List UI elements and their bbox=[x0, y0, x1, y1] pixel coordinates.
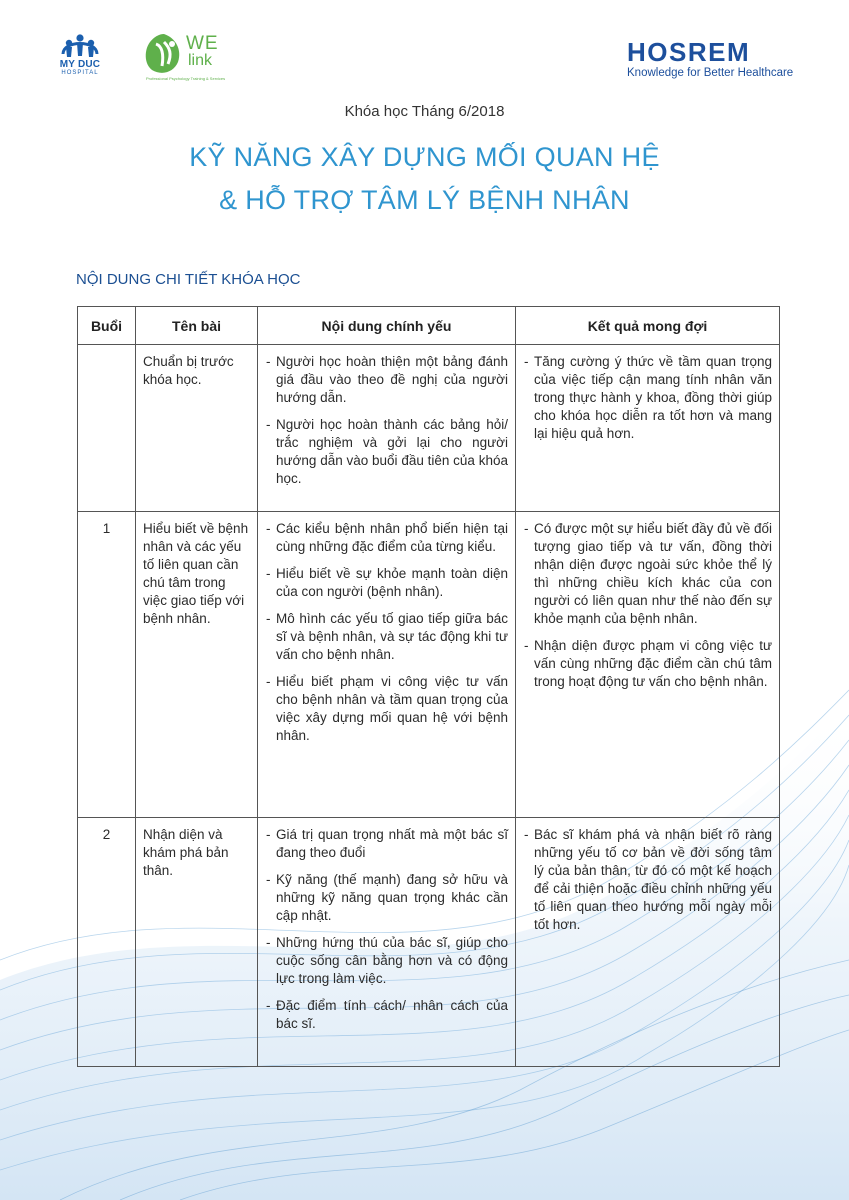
content-item: - Hiểu biết về sự khỏe mạnh toàn diện của con người (bệnh nhân). bbox=[265, 565, 508, 601]
section-title: NỘI DUNG CHI TIẾT KHÓA HỌC bbox=[76, 271, 301, 288]
course-title-line-2: & HỖ TRỢ TÂM LÝ BỆNH NHÂN bbox=[219, 185, 630, 215]
table-row bbox=[78, 345, 780, 512]
outcome-cell bbox=[516, 345, 780, 512]
content-item: - Người học hoàn thiện một bảng đánh giá đầu vào theo đề nghị của người hướng dẫn. bbox=[265, 353, 508, 407]
my-duc-hospital-logo bbox=[52, 30, 108, 77]
outcome-item: - Bác sĩ khám phá và nhận biết rõ ràng những yếu tố cơ bản về đời sống tâm lý của bản thân, từ đó có một kế hoạch để cải thiện hoặc điều chỉnh những yếu tố liên quan theo hướng mỗi ngày mỗi tốt hơn. bbox=[523, 826, 772, 934]
outcome-cell bbox=[516, 818, 780, 1067]
outcome-item: - Tăng cường ý thức về tầm quan trọng của việc tiếp cận mang tính nhân văn trong thực hành y khoa, đồng thời giúp cho khóa học diễn ra tốt hơn và mang lại hiệu quả hơn. bbox=[523, 353, 772, 443]
welink-logo bbox=[142, 32, 232, 82]
content-item: - Kỹ năng (thế mạnh) đang sở hữu và những kỹ năng quan trọng khác cần cập nhật. bbox=[265, 871, 508, 925]
welink-leaf-mark-icon bbox=[142, 32, 186, 76]
lesson-title: Chuẩn bị trước khóa học. bbox=[136, 345, 258, 512]
my-duc-sub: HOSPITAL bbox=[61, 70, 99, 76]
hosrem-wordmark: HOSREM bbox=[627, 37, 751, 67]
content-item: - Giá trị quan trọng nhất mà một bác sĩ đang theo đuổi bbox=[265, 826, 508, 862]
curriculum-table bbox=[77, 306, 780, 1067]
course-date: Khóa học Tháng 6/2018 bbox=[344, 103, 505, 120]
hosrem-logo bbox=[627, 38, 802, 79]
my-duc-name: MY DUC bbox=[59, 59, 101, 70]
outcome-cell bbox=[516, 512, 780, 818]
welink-we: WE bbox=[186, 33, 219, 54]
session-number bbox=[78, 345, 136, 512]
header-expected-outcome: Kết quả mong đợi bbox=[516, 307, 780, 345]
header-lesson-title: Tên bài bbox=[136, 307, 258, 345]
main-content-cell bbox=[258, 818, 516, 1067]
table-header-row bbox=[78, 307, 780, 345]
lesson-title: Nhận diện và khám phá bản thân. bbox=[136, 818, 258, 1067]
table-row bbox=[78, 512, 780, 818]
table-row bbox=[78, 818, 780, 1067]
session-number: 2 bbox=[78, 818, 136, 1067]
course-title-line-1: KỸ NĂNG XÂY DỰNG MỐI QUAN HỆ bbox=[189, 142, 660, 172]
content-item: - Những hứng thú của bác sĩ, giúp cho cuộc sống cân bằng hơn và có động lực trong làm việc. bbox=[265, 934, 508, 988]
people-circle-icon bbox=[57, 30, 103, 60]
welink-link: link bbox=[188, 52, 213, 69]
hosrem-tagline: Knowledge for Better Healthcare bbox=[627, 67, 794, 79]
session-number: 1 bbox=[78, 512, 136, 818]
header-main-content: Nội dung chính yếu bbox=[258, 307, 516, 345]
content-item: - Người học hoàn thành các bảng hỏi/ trắc nghiệm và gởi lại cho người hướng dẫn vào buổi đầu tiên của khóa học. bbox=[265, 416, 508, 488]
content-item: - Các kiểu bệnh nhân phổ biến hiện tại cùng những đặc điểm của từng kiểu. bbox=[265, 520, 508, 556]
lesson-title: Hiểu biết về bệnh nhân và các yếu tố liên quan cần chú tâm trong việc giao tiếp với bệnh nhân. bbox=[136, 512, 258, 818]
main-content-cell bbox=[258, 345, 516, 512]
main-content-cell bbox=[258, 512, 516, 818]
header-session: Buổi bbox=[78, 307, 136, 345]
content-item: - Đặc điểm tính cách/ nhân cách của bác sĩ. bbox=[265, 997, 508, 1033]
content-item: - Mô hình các yếu tố giao tiếp giữa bác sĩ và bệnh nhân, và sự tác động khi tư vấn cho bệnh nhân. bbox=[265, 610, 508, 664]
outcome-item: - Nhận diện được phạm vi công việc tư vấn cùng những đặc điểm cần chú tâm trong hoạt động tư vấn cho bệnh nhân. bbox=[523, 637, 772, 691]
welink-tagline: Professional Psychology Training & Services bbox=[146, 76, 226, 81]
content-item: - Hiểu biết phạm vi công việc tư vấn cho bệnh nhân và tầm quan trọng của việc xây dựng mối quan hệ với bệnh nhân. bbox=[265, 673, 508, 745]
outcome-item: - Có được một sự hiểu biết đầy đủ về đối tượng giao tiếp và tư vấn, đồng thời nhận diện được ngoài sức khỏe thể lý thì những chiều kích khác của con người có liên quan như thế nào đến sự khỏe mạnh của bệnh nhân. bbox=[523, 520, 772, 628]
